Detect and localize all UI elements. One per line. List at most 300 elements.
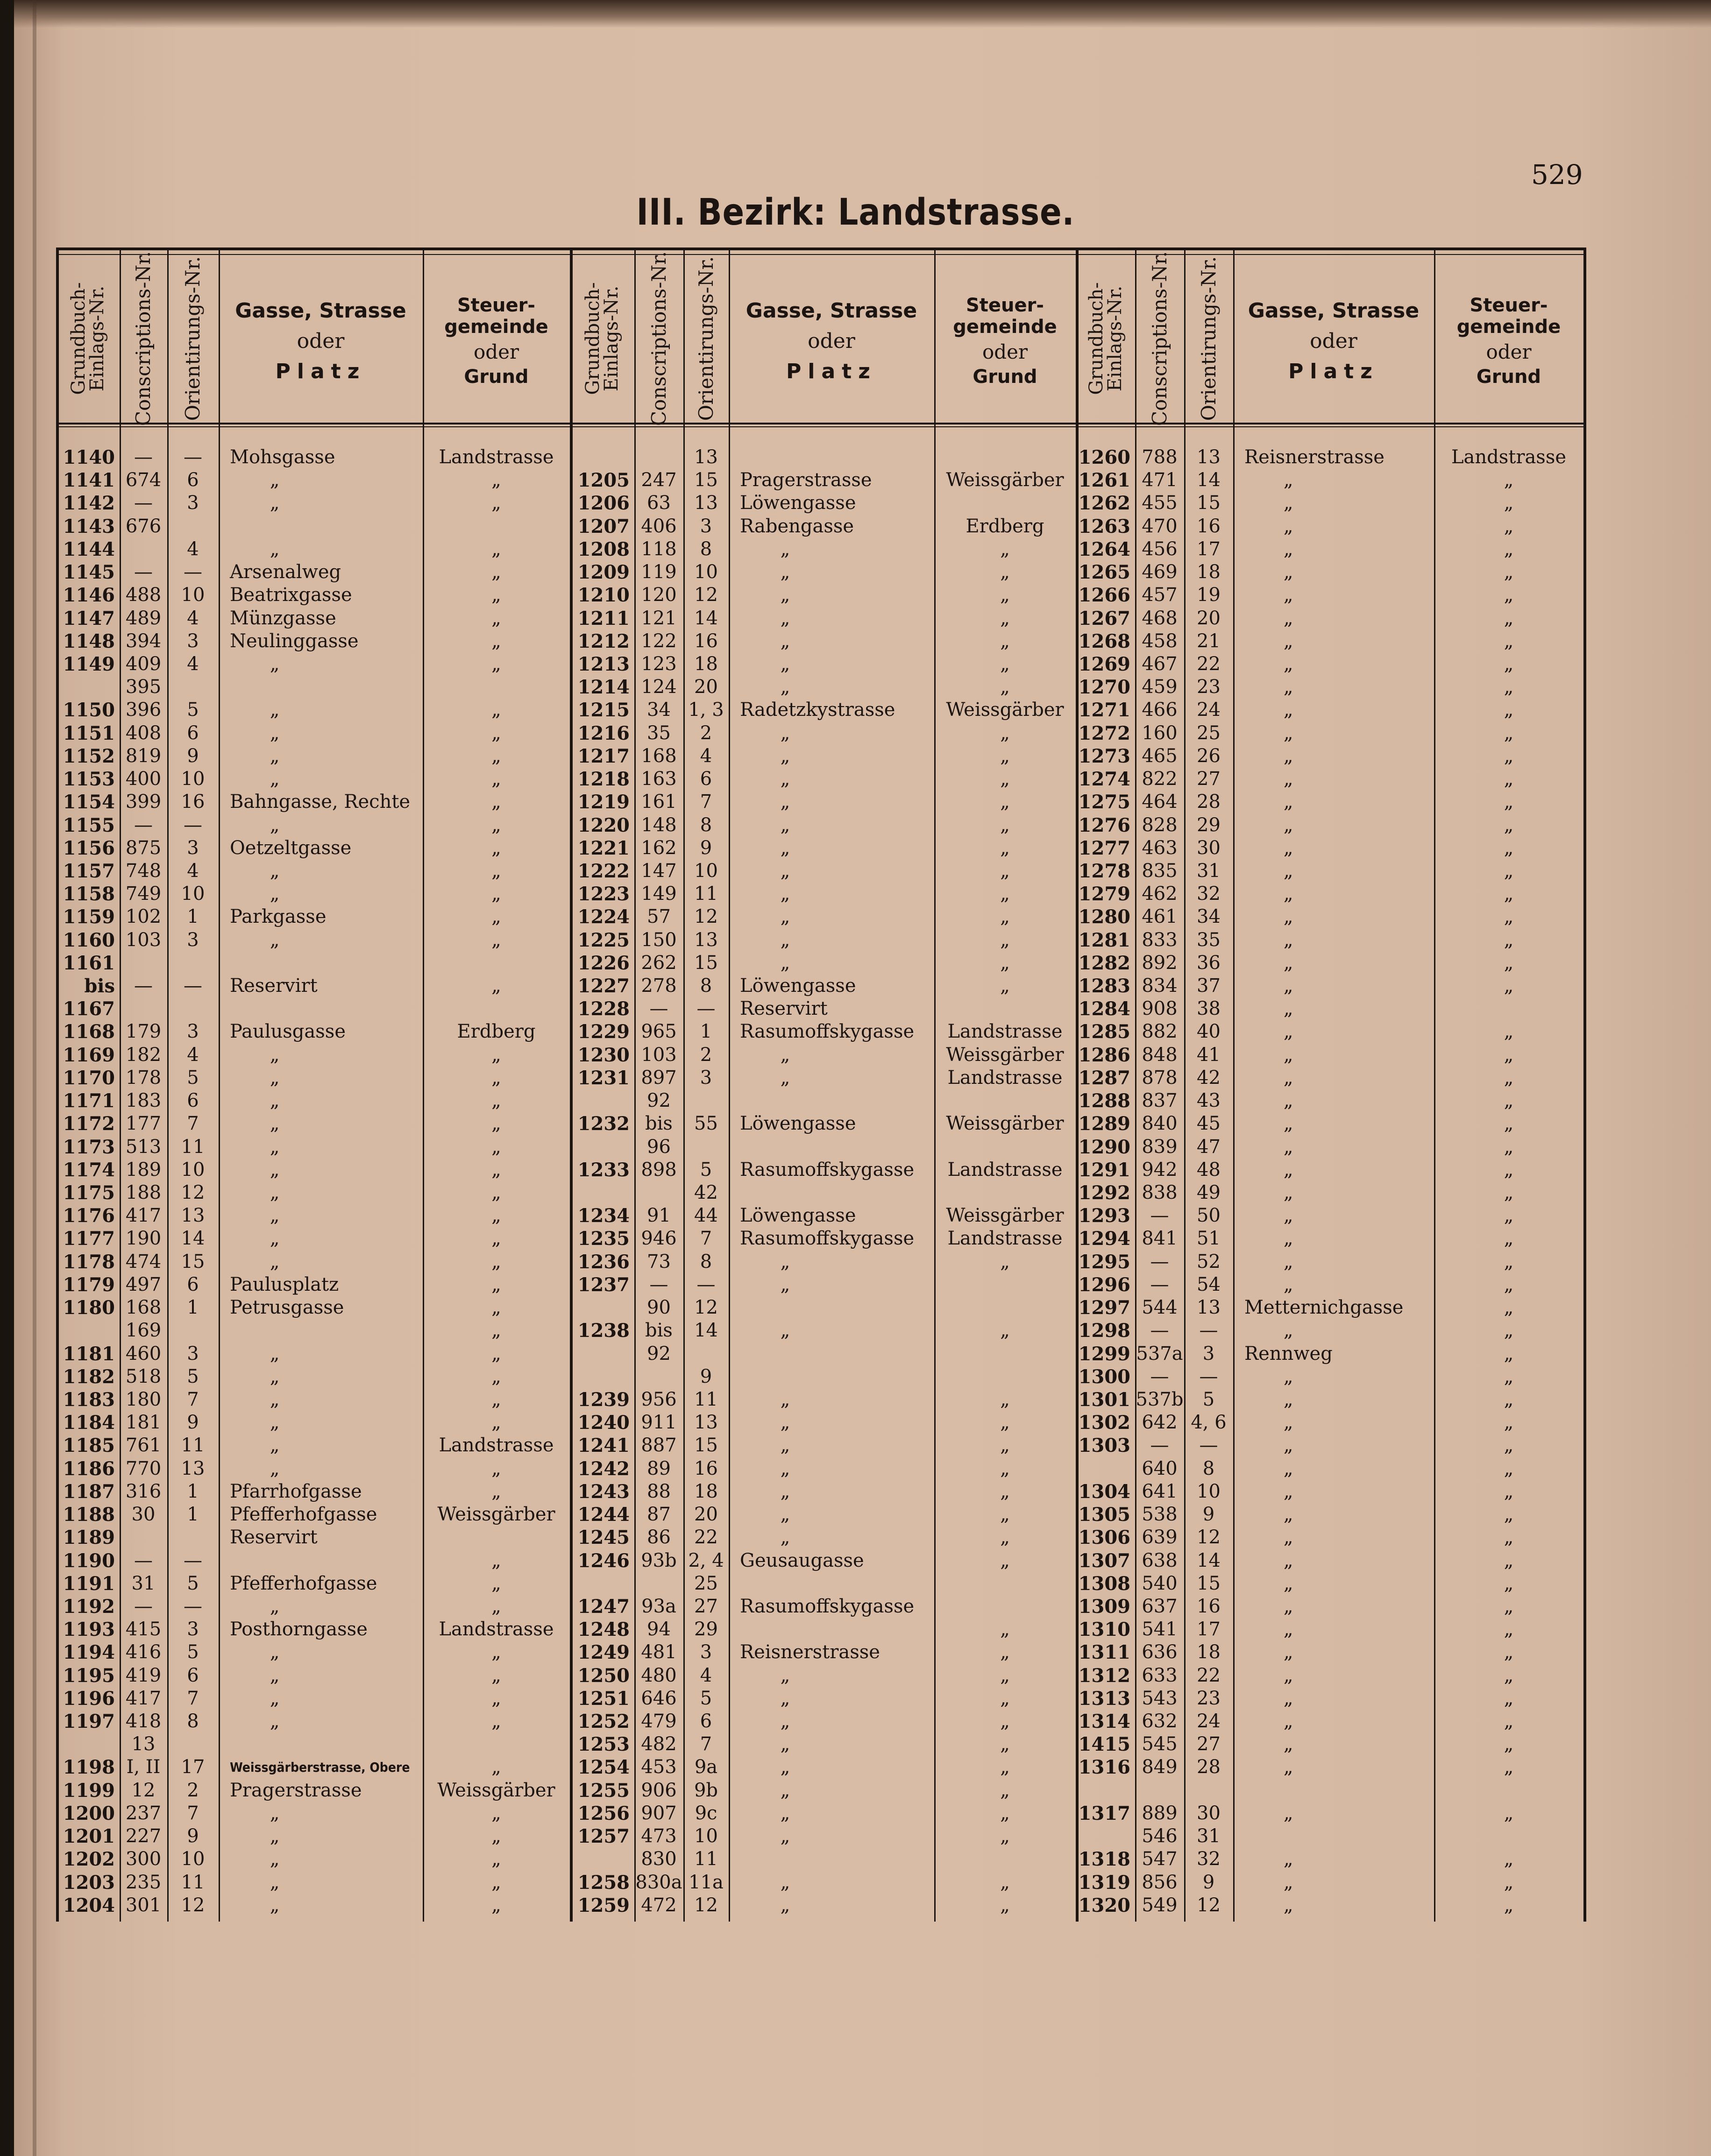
cell-steuer: „: [491, 607, 501, 629]
cell-grundbuch: 1255: [577, 1779, 630, 1802]
cell-conscriptions: 822: [1142, 768, 1178, 790]
cell-steuer: „: [491, 1365, 501, 1387]
cell-grundbuch: 1320: [1078, 1894, 1130, 1916]
cell-orientirungs: 52: [1197, 1251, 1221, 1272]
cell-steuer: „: [1504, 1894, 1514, 1916]
cell-steuer: „: [491, 1894, 501, 1916]
cell-steuer: „: [1000, 1711, 1010, 1732]
cell-grundbuch: 1308: [1078, 1572, 1130, 1595]
cell-steuer: „: [1504, 1320, 1514, 1342]
cell-conscriptions: —: [1150, 1320, 1169, 1342]
header-gasse-line: Gasse, Strasse: [235, 298, 406, 323]
column-rule: [1583, 247, 1586, 1922]
cell-gasse: „: [270, 929, 280, 951]
cell-grundbuch: 1149: [63, 653, 115, 675]
cell-steuer: „: [1504, 1802, 1514, 1824]
cell-gasse: „: [270, 1205, 280, 1227]
cell-conscriptions: 90: [647, 1297, 671, 1319]
cell-orientirungs: 4: [700, 1664, 712, 1686]
cell-conscriptions: 399: [125, 791, 162, 813]
cell-gasse: „: [1283, 676, 1293, 698]
cell-orientirungs: 7: [700, 1733, 712, 1755]
cell-conscriptions: 676: [125, 515, 162, 537]
cell-orientirungs: 16: [694, 630, 718, 652]
cell-conscriptions: 178: [125, 1067, 162, 1089]
cell-orientirungs: 3: [187, 492, 199, 514]
cell-gasse: „: [270, 1848, 280, 1870]
cell-orientirungs: 11a: [689, 1871, 724, 1893]
cell-gasse: „: [1283, 699, 1293, 721]
cell-steuer: „: [1504, 630, 1514, 652]
cell-steuer: „: [491, 1067, 501, 1089]
cell-steuer: „: [1504, 1228, 1514, 1250]
cell-orientirungs: 34: [1197, 906, 1221, 928]
cell-conscriptions: 188: [125, 1182, 162, 1203]
cell-gasse: „: [1283, 1021, 1293, 1043]
cell-gasse: Weissgärberstrasse, Obere: [230, 1760, 410, 1775]
cell-orientirungs: 16: [1197, 515, 1221, 537]
cell-conscriptions: 124: [641, 676, 677, 698]
cell-orientirungs: 7: [187, 1687, 199, 1709]
cell-grundbuch: 1219: [577, 791, 630, 813]
cell-grundbuch: 1189: [63, 1527, 115, 1549]
cell-steuer: „: [1504, 1365, 1514, 1387]
header-steuer: [423, 262, 570, 420]
cell-gasse: „: [780, 1664, 790, 1686]
cell-grundbuch: 1171: [63, 1090, 115, 1112]
cell-steuer: „: [491, 1228, 501, 1250]
cell-conscriptions: 537a: [1136, 1343, 1183, 1364]
cell-gasse: „: [270, 1159, 280, 1180]
cell-gasse: „: [1283, 1619, 1293, 1640]
cell-steuer: „: [1504, 1205, 1514, 1227]
header-grundbuch-text: Grundbuch-Einlags-Nr.: [68, 282, 108, 395]
header-orientirungs-text: Orientirungs-Nr.: [1197, 256, 1220, 421]
cell-orientirungs: 9c: [695, 1802, 717, 1824]
cell-orientirungs: 12: [1197, 1527, 1221, 1548]
cell-grundbuch: 1235: [577, 1228, 630, 1250]
cell-gasse: „: [1283, 1090, 1293, 1112]
cell-grundbuch: 1198: [63, 1756, 115, 1779]
cell-gasse: „: [780, 607, 790, 629]
cell-steuer: Landstrasse: [439, 446, 554, 468]
cell-orientirungs: —: [184, 446, 202, 468]
cell-conscriptions: 180: [125, 1388, 162, 1410]
cell-gasse: Rasumoffskygasse: [740, 1159, 915, 1180]
cell-grundbuch: 1176: [63, 1205, 115, 1227]
cell-grundbuch: 1146: [63, 584, 115, 607]
cell-steuer: Weissgärber: [946, 1044, 1064, 1066]
cell-grundbuch: 1222: [577, 860, 630, 882]
header-steuer-line: gemeinde: [1456, 316, 1561, 338]
cell-grundbuch: 1208: [577, 538, 630, 560]
cell-gasse: „: [1283, 768, 1293, 790]
header-gasse: [1233, 262, 1434, 420]
header-steuer-line: gemeinde: [953, 316, 1057, 338]
cell-orientirungs: 17: [1197, 538, 1221, 560]
cell-steuer: „: [1000, 1619, 1010, 1640]
cell-orientirungs: 30: [1197, 1802, 1221, 1824]
cell-gasse: „: [1283, 1273, 1293, 1295]
cell-steuer: „: [491, 975, 501, 997]
cell-orientirungs: 6: [700, 1711, 712, 1732]
cell-conscriptions: 749: [125, 883, 162, 905]
cell-grundbuch: 1205: [577, 469, 630, 492]
cell-orientirungs: 12: [694, 1894, 718, 1916]
cell-gasse: „: [270, 653, 280, 675]
cell-steuer: „: [1504, 1251, 1514, 1272]
header-conscriptions-text: Conscriptions-Nr.: [1148, 251, 1171, 426]
cell-steuer: „: [1504, 975, 1514, 997]
cell-grundbuch: 1224: [577, 906, 630, 928]
cell-conscriptions: 513: [125, 1136, 162, 1158]
cell-gasse: „: [1283, 1894, 1293, 1916]
cell-steuer: „: [491, 653, 501, 675]
cell-grundbuch: 1191: [63, 1572, 115, 1595]
cell-steuer: Landstrasse: [947, 1067, 1063, 1089]
cell-grundbuch: 1187: [63, 1480, 115, 1503]
cell-grundbuch: 1221: [577, 837, 630, 859]
cell-gasse: „: [780, 1687, 790, 1709]
header-steuer-line: Steuer-: [1470, 294, 1548, 316]
cell-orientirungs: 23: [1197, 676, 1221, 698]
cell-orientirungs: 18: [694, 1480, 718, 1502]
cell-grundbuch: 1183: [63, 1388, 115, 1411]
cell-grundbuch: bis: [84, 975, 115, 997]
cell-grundbuch: 1284: [1078, 998, 1130, 1020]
cell-conscriptions: 471: [1142, 469, 1178, 491]
cell-orientirungs: 25: [1197, 722, 1221, 744]
cell-orientirungs: —: [184, 814, 202, 836]
cell-grundbuch: 1210: [577, 584, 630, 607]
cell-conscriptions: 88: [647, 1480, 671, 1502]
cell-conscriptions: 481: [641, 1641, 677, 1663]
cell-orientirungs: 20: [694, 676, 718, 698]
cell-orientirungs: 14: [1197, 1549, 1221, 1571]
cell-gasse: „: [270, 1136, 280, 1158]
cell-gasse: Reisnerstrasse: [1244, 446, 1384, 468]
cell-grundbuch: 1288: [1078, 1090, 1130, 1112]
header-gasse-line: oder: [297, 329, 345, 353]
cell-conscriptions: 640: [1142, 1457, 1178, 1479]
cell-orientirungs: 5: [1202, 1388, 1215, 1410]
cell-grundbuch: 1257: [577, 1825, 630, 1848]
cell-orientirungs: 3: [187, 1343, 199, 1364]
cell-steuer: „: [1000, 791, 1010, 813]
cell-gasse: „: [780, 1871, 790, 1893]
cell-conscriptions: 466: [1142, 699, 1178, 721]
cell-grundbuch: 1251: [577, 1687, 630, 1710]
cell-conscriptions: 761: [125, 1435, 162, 1456]
cell-orientirungs: 2: [700, 1044, 712, 1066]
cell-steuer: Erdberg: [457, 1021, 536, 1043]
cell-grundbuch: 1314: [1078, 1711, 1130, 1733]
cell-conscriptions: 182: [125, 1044, 162, 1066]
cell-conscriptions: 633: [1142, 1664, 1178, 1686]
cell-gasse: „: [1283, 791, 1293, 813]
cell-grundbuch: 1158: [63, 883, 115, 905]
cell-conscriptions: 830: [641, 1848, 677, 1870]
cell-orientirungs: —: [1199, 1365, 1218, 1387]
cell-gasse: „: [270, 768, 280, 790]
cell-steuer: „: [1000, 745, 1010, 767]
cell-grundbuch: 1152: [63, 745, 115, 767]
cell-steuer: „: [1504, 837, 1514, 859]
cell-gasse: Reservirt: [740, 998, 828, 1020]
cell-orientirungs: —: [696, 1273, 716, 1295]
cell-gasse: „: [270, 1343, 280, 1364]
cell-conscriptions: 830a: [635, 1871, 682, 1893]
cell-orientirungs: 40: [1197, 1021, 1221, 1043]
cell-gasse: „: [1283, 1251, 1293, 1272]
cell-orientirungs: 5: [700, 1687, 712, 1709]
cell-conscriptions: 632: [1142, 1711, 1178, 1732]
cell-orientirungs: 35: [1197, 929, 1221, 951]
cell-conscriptions: 183: [125, 1090, 162, 1112]
cell-grundbuch: 1147: [63, 607, 115, 629]
cell-steuer: „: [1504, 791, 1514, 813]
cell-steuer: „: [491, 1664, 501, 1686]
cell-steuer: „: [1000, 906, 1010, 928]
cell-grundbuch: 1209: [577, 561, 630, 584]
cell-grundbuch: 1142: [63, 492, 115, 515]
cell-conscriptions: 148: [641, 814, 677, 836]
cell-grundbuch: 1169: [63, 1044, 115, 1066]
cell-steuer: „: [1000, 1435, 1010, 1456]
cell-steuer: „: [491, 492, 501, 514]
cell-orientirungs: 11: [181, 1136, 205, 1158]
cell-steuer: Landstrasse: [1451, 446, 1567, 468]
cell-conscriptions: 162: [641, 837, 677, 859]
cell-steuer: „: [1000, 768, 1010, 790]
cell-conscriptions: 63: [647, 492, 671, 514]
cell-orientirungs: 12: [1197, 1894, 1221, 1916]
cell-gasse: Reservirt: [230, 1527, 318, 1548]
cell-conscriptions: 34: [647, 699, 671, 721]
cell-grundbuch: 1279: [1078, 883, 1130, 905]
cell-conscriptions: 547: [1142, 1848, 1178, 1870]
cell-gasse: „: [780, 883, 790, 905]
cell-steuer: „: [491, 837, 501, 859]
cell-gasse: „: [780, 1825, 790, 1847]
cell-orientirungs: 4, 6: [1191, 1412, 1227, 1434]
cell-gasse: Bahngasse, Rechte: [230, 791, 411, 813]
cell-steuer: „: [491, 1848, 501, 1870]
cell-grundbuch: 1150: [63, 699, 115, 721]
cell-orientirungs: 32: [1197, 1848, 1221, 1870]
cell-steuer: „: [1504, 1067, 1514, 1089]
cell-steuer: „: [1000, 814, 1010, 836]
cell-conscriptions: 120: [641, 584, 677, 606]
cell-grundbuch: 1237: [577, 1273, 630, 1296]
cell-orientirungs: 24: [1197, 699, 1221, 721]
cell-orientirungs: 6: [187, 1090, 199, 1112]
cell-grundbuch: 1301: [1078, 1388, 1130, 1411]
cell-steuer: „: [491, 929, 501, 951]
cell-conscriptions: 459: [1142, 676, 1178, 698]
cell-steuer: „: [1000, 1251, 1010, 1272]
cell-gasse: „: [270, 538, 280, 560]
cell-grundbuch: 1299: [1078, 1343, 1130, 1365]
cell-steuer: „: [1000, 1412, 1010, 1434]
cell-steuer: „: [491, 1388, 501, 1410]
cell-steuer: „: [491, 814, 501, 836]
cell-gasse: „: [1283, 1549, 1293, 1571]
cell-conscriptions: 833: [1142, 929, 1178, 951]
cell-orientirungs: 15: [1197, 1572, 1221, 1594]
cell-orientirungs: 6: [187, 722, 199, 744]
cell-orientirungs: 11: [694, 1388, 718, 1410]
cell-steuer: „: [1504, 1572, 1514, 1594]
cell-orientirungs: 25: [694, 1572, 718, 1594]
cell-orientirungs: 12: [694, 906, 718, 928]
cell-orientirungs: 8: [700, 975, 712, 997]
cell-grundbuch: 1281: [1078, 929, 1130, 951]
header-orientirungs-text: Orientirungs-Nr.: [694, 256, 717, 421]
cell-orientirungs: 17: [1197, 1619, 1221, 1640]
cell-steuer: „: [491, 1113, 501, 1135]
cell-grundbuch: 1297: [1078, 1297, 1130, 1319]
cell-orientirungs: 10: [694, 561, 718, 583]
cell-conscriptions: —: [134, 1595, 153, 1617]
cell-orientirungs: 12: [694, 584, 718, 606]
cell-gasse: „: [780, 1802, 790, 1824]
cell-orientirungs: 11: [694, 883, 718, 905]
cell-steuer: „: [1504, 1412, 1514, 1434]
cell-conscriptions: 538: [1142, 1504, 1178, 1526]
cell-gasse: „: [270, 1113, 280, 1135]
cell-conscriptions: 848: [1142, 1044, 1178, 1066]
cell-conscriptions: 489: [125, 607, 162, 629]
cell-conscriptions: —: [134, 814, 153, 836]
cell-steuer: „: [491, 1871, 501, 1893]
cell-gasse: „: [270, 1457, 280, 1479]
cell-orientirungs: 30: [1197, 837, 1221, 859]
cell-gasse: „: [780, 929, 790, 951]
cell-orientirungs: 7: [700, 1228, 712, 1250]
cell-gasse: „: [270, 1365, 280, 1387]
cell-orientirungs: 9: [1202, 1871, 1215, 1893]
header-conscriptions: [1135, 251, 1184, 426]
cell-grundbuch: 1298: [1078, 1320, 1130, 1342]
cell-grundbuch: 1240: [577, 1412, 630, 1434]
cell-conscriptions: 73: [647, 1251, 671, 1272]
cell-grundbuch: 1157: [63, 860, 115, 882]
cell-gasse: „: [1283, 1595, 1293, 1617]
cell-gasse: „: [1283, 1664, 1293, 1686]
cell-grundbuch: 1143: [63, 515, 115, 537]
cell-gasse: „: [270, 1825, 280, 1847]
cell-steuer: Weissgärber: [946, 699, 1064, 721]
cell-orientirungs: 15: [694, 469, 718, 491]
cell-orientirungs: 21: [1197, 630, 1221, 652]
cell-orientirungs: 8: [700, 1251, 712, 1272]
cell-orientirungs: 1: [187, 906, 199, 928]
cell-orientirungs: 9: [700, 1365, 712, 1387]
cell-gasse: „: [780, 630, 790, 652]
cell-conscriptions: 149: [641, 883, 677, 905]
cell-gasse: Rabengasse: [740, 515, 854, 537]
cell-conscriptions: 942: [1142, 1159, 1178, 1180]
cell-steuer: „: [1504, 653, 1514, 675]
cell-conscriptions: 544: [1142, 1297, 1178, 1319]
header-gasse-line: oder: [1310, 329, 1357, 353]
cell-gasse: Löwengasse: [740, 1113, 856, 1135]
cell-orientirungs: 18: [1197, 1641, 1221, 1663]
cell-orientirungs: 5: [187, 1572, 199, 1594]
cell-orientirungs: 18: [1197, 561, 1221, 583]
cell-steuer: „: [491, 1090, 501, 1112]
cell-steuer: „: [1000, 837, 1010, 859]
cell-steuer: „: [1000, 630, 1010, 652]
cell-orientirungs: 54: [1197, 1273, 1221, 1295]
cell-orientirungs: 7: [700, 791, 712, 813]
cell-grundbuch: 1141: [63, 469, 115, 492]
cell-gasse: „: [1283, 1848, 1293, 1870]
cell-gasse: „: [270, 699, 280, 721]
cell-gasse: „: [780, 1388, 790, 1410]
cell-steuer: „: [1504, 952, 1514, 974]
cell-orientirungs: 14: [694, 1320, 718, 1342]
cell-gasse: „: [1283, 561, 1293, 583]
cell-gasse: Oetzeltgasse: [230, 837, 352, 859]
cell-grundbuch: 1151: [63, 722, 115, 744]
cell-steuer: „: [491, 1182, 501, 1203]
cell-conscriptions: 636: [1142, 1641, 1178, 1663]
cell-orientirungs: —: [1199, 1435, 1218, 1456]
cell-steuer: „: [1000, 1549, 1010, 1571]
cell-orientirungs: 41: [1197, 1044, 1221, 1066]
cell-conscriptions: 518: [125, 1365, 162, 1387]
cell-conscriptions: 35: [647, 722, 671, 744]
cell-steuer: „: [1504, 1273, 1514, 1295]
cell-conscriptions: 168: [125, 1297, 162, 1319]
cell-gasse: „: [1283, 584, 1293, 606]
cell-conscriptions: 838: [1142, 1182, 1178, 1203]
cell-grundbuch: 1216: [577, 722, 630, 744]
cell-gasse: „: [270, 1044, 280, 1066]
cell-gasse: Neulinggasse: [230, 630, 359, 652]
cell-conscriptions: 474: [125, 1251, 162, 1272]
cell-orientirungs: 8: [700, 814, 712, 836]
cell-gasse: „: [1283, 1113, 1293, 1135]
cell-gasse: „: [1283, 1527, 1293, 1548]
cell-orientirungs: 15: [694, 1435, 718, 1456]
cell-conscriptions: 460: [125, 1343, 162, 1364]
header-orientirungs-text: Orientirungs-Nr.: [181, 256, 204, 421]
cell-orientirungs: 13: [694, 492, 718, 514]
cell-conscriptions: 897: [641, 1067, 677, 1089]
cell-conscriptions: 470: [1142, 515, 1178, 537]
cell-orientirungs: —: [1199, 1320, 1218, 1342]
cell-conscriptions: —: [1150, 1273, 1169, 1295]
cell-gasse: „: [1283, 952, 1293, 974]
cell-steuer: „: [491, 1802, 501, 1824]
header-steuer-line: Grund: [1476, 366, 1541, 388]
header-grundbuch: [570, 254, 634, 423]
cell-conscriptions: 469: [1142, 561, 1178, 583]
cell-orientirungs: 15: [181, 1251, 205, 1272]
cell-orientirungs: 2: [700, 722, 712, 744]
cell-orientirungs: 2: [187, 1779, 199, 1801]
cell-gasse: „: [270, 1641, 280, 1663]
cell-orientirungs: 9: [1202, 1504, 1215, 1526]
cell-orientirungs: 2, 4: [688, 1549, 724, 1571]
cell-grundbuch: 1148: [63, 630, 115, 652]
cell-conscriptions: 395: [125, 676, 162, 698]
cell-grundbuch: 1268: [1078, 630, 1130, 652]
cell-gasse: Löwengasse: [740, 1205, 856, 1227]
